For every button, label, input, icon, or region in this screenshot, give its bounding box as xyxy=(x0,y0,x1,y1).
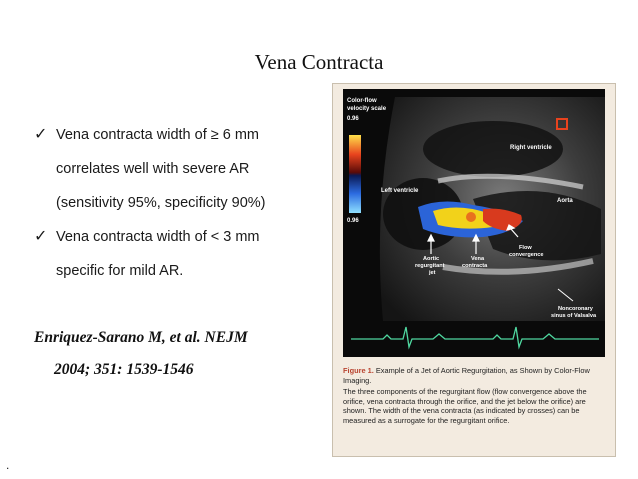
label-flow-1: Flow xyxy=(519,245,532,251)
label-aorta: Aorta xyxy=(557,198,573,204)
bullet-2-line-1: Vena contracta width of < 3 mm xyxy=(56,229,260,245)
checkmark-icon: ✓ xyxy=(34,126,48,143)
label-colorflow-2: velocity scale xyxy=(347,106,387,112)
bullet-2 xyxy=(34,220,334,254)
bullet-1-line-3: (sensitivity 95%, specificity 90%) xyxy=(56,195,266,211)
label-noncoronary-1: Noncoronary xyxy=(558,306,593,312)
label-vena-2: contracta xyxy=(462,263,488,269)
citation-line-1: Enriquez-Sarano M, et al. NEJM xyxy=(34,329,248,346)
slide-title: Vena Contracta xyxy=(254,50,384,74)
label-left-ventricle: Left ventricle xyxy=(381,188,419,194)
velocity-scale-bar xyxy=(349,135,361,213)
label-aortic-2: regurgitant xyxy=(415,263,445,269)
label-noncoronary-2: sinus of Valsalva xyxy=(551,313,597,319)
caption-head: Figure 1. xyxy=(343,366,374,375)
caption-body: The three components of the regurgitant flow (flow convergence above the orifice, vena contracta through the orifice, and the jet below the orifice) are shown. The width of the vena contracta (as indicated by crosses) can be measured as a surrogate for the regurgitant orifice. xyxy=(343,387,587,425)
label-aortic-1: Aortic xyxy=(423,256,440,262)
checkmark-icon: ✓ xyxy=(34,228,48,245)
bullet-1 xyxy=(34,118,334,152)
figure-caption xyxy=(343,366,605,426)
label-vena-1: Vena xyxy=(471,256,485,262)
bullet-1-line-1: Vena contracta width of ≥ 6 mm xyxy=(56,127,259,143)
label-scale-top: 0.96 xyxy=(347,116,359,122)
footnote-dot: . xyxy=(6,458,10,472)
label-aortic-3: jet xyxy=(429,270,436,276)
caption-title: Example of a Jet of Aortic Regurgitation, as Shown by Color-Flow Imaging. xyxy=(343,366,590,385)
bullet-2-line-2: specific for mild AR. xyxy=(56,263,184,279)
citation-line-2: 2004; 351: 1539-1546 xyxy=(54,361,194,378)
echocardiogram-figure xyxy=(332,83,616,457)
citation xyxy=(34,322,248,386)
label-right-ventricle: Right ventricle xyxy=(510,145,552,151)
label-scale-bottom: 0.96 xyxy=(347,218,359,224)
bullet-1-line-2: correlates well with severe AR xyxy=(56,161,250,177)
vena-contracta-point xyxy=(466,212,476,222)
bullet-list xyxy=(34,118,334,288)
echo-image xyxy=(343,89,605,357)
label-colorflow-1: Color-flow xyxy=(347,98,377,104)
label-flow-2: convergence xyxy=(509,252,544,258)
